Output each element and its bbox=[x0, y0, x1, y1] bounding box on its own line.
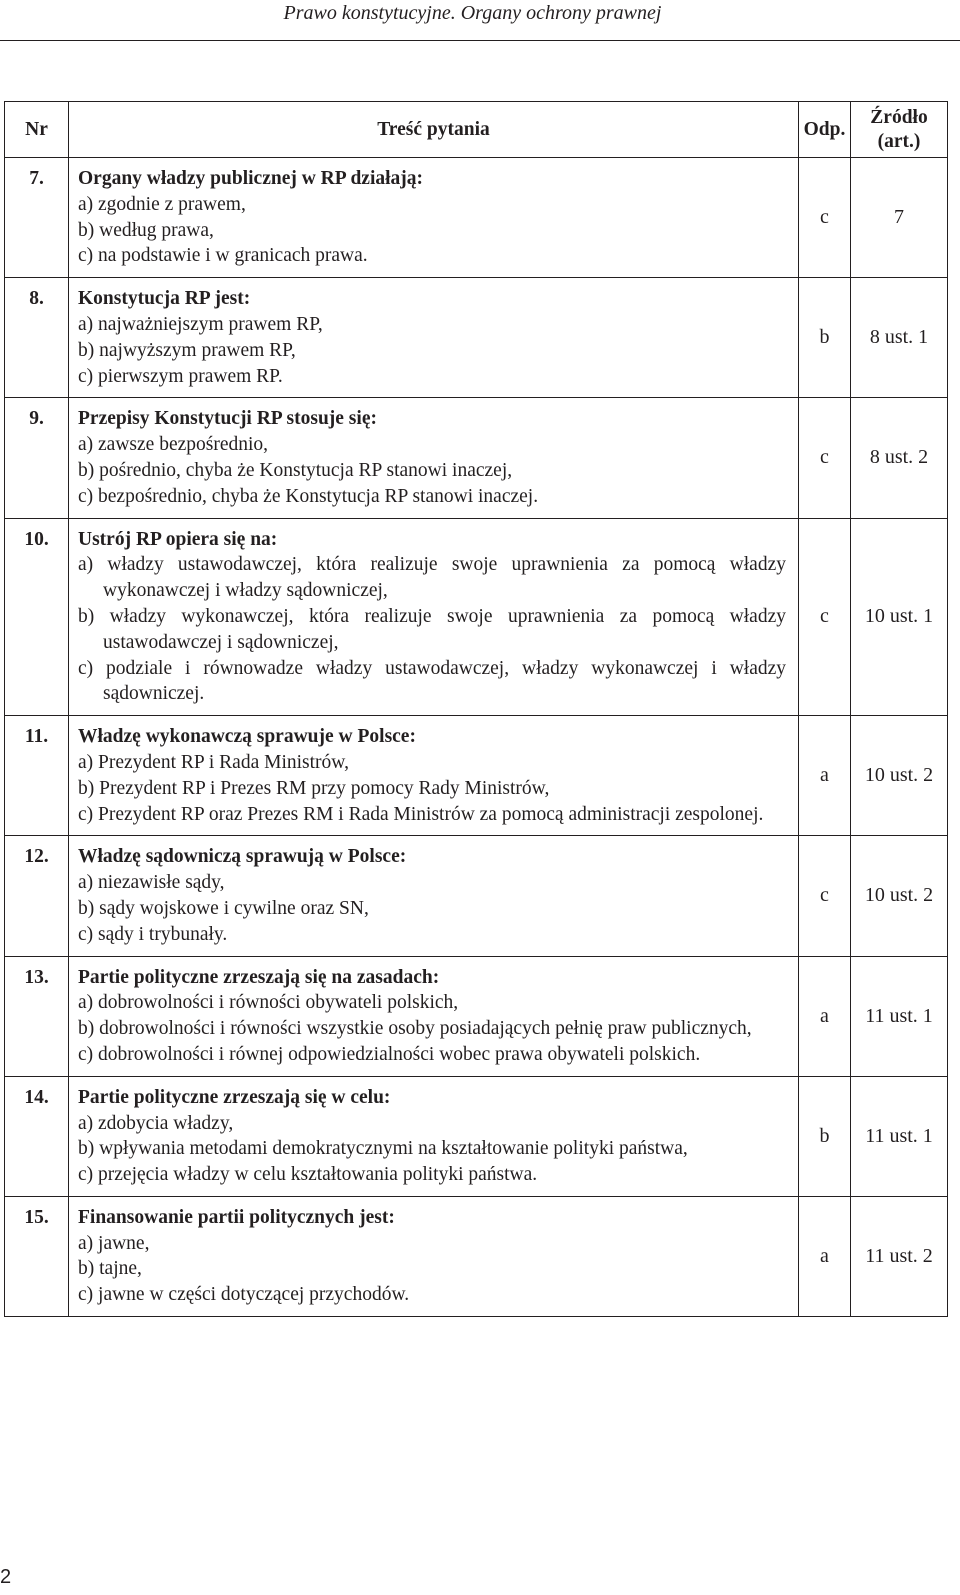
table-header-row bbox=[5, 102, 948, 158]
answer-option: b) dobrowolności i równości wszystkie osoby posiadających pełnię praw publicznych, bbox=[78, 1018, 752, 1040]
answer-option: c) pierwszym prawem RP. bbox=[78, 365, 283, 387]
question-cell bbox=[69, 1076, 799, 1196]
question-number: 8. bbox=[5, 278, 69, 398]
table-row bbox=[5, 158, 948, 278]
question-cell bbox=[69, 158, 799, 278]
correct-answer: a bbox=[799, 1196, 851, 1316]
source-article: 11 ust. 2 bbox=[851, 1196, 948, 1316]
answer-option: b) tajne, bbox=[78, 1258, 142, 1280]
table-row bbox=[5, 956, 948, 1076]
correct-answer: c bbox=[799, 518, 851, 716]
running-head: Prawo konstytucyjne. Organy ochrony prawnej bbox=[283, 2, 662, 24]
source-article: 8 ust. 1 bbox=[851, 278, 948, 398]
question-number: 10. bbox=[5, 518, 69, 716]
question-title: Konstytucja RP jest: bbox=[78, 288, 251, 310]
question-cell bbox=[69, 1196, 799, 1316]
column-header-nr: Nr bbox=[5, 102, 69, 158]
answer-option: b) pośrednio, chyba że Konstytucja RP stanowi inaczej, bbox=[78, 459, 513, 481]
question-number: 15. bbox=[5, 1196, 69, 1316]
answer-option: c) dobrowolności i równej odpowiedzialności wobec prawa obywateli polskich. bbox=[78, 1043, 701, 1065]
question-cell bbox=[69, 398, 799, 518]
table-row bbox=[5, 836, 948, 956]
question-number: 7. bbox=[5, 158, 69, 278]
source-article: 10 ust. 2 bbox=[851, 836, 948, 956]
correct-answer: c bbox=[799, 836, 851, 956]
answer-option: b) sądy wojskowe i cywilne oraz SN, bbox=[78, 897, 369, 919]
question-cell bbox=[69, 278, 799, 398]
question-title: Finansowanie partii politycznych jest: bbox=[78, 1206, 395, 1228]
correct-answer: b bbox=[799, 278, 851, 398]
question-number: 13. bbox=[5, 956, 69, 1076]
source-article: 10 ust. 1 bbox=[851, 518, 948, 716]
answer-option: c) jawne w części dotyczącej przychodów. bbox=[78, 1284, 410, 1306]
correct-answer: c bbox=[799, 158, 851, 278]
header-rule bbox=[0, 40, 960, 41]
correct-answer: b bbox=[799, 1076, 851, 1196]
answer-option: c) bezpośrednio, chyba że Konstytucja RP stanowi inaczej. bbox=[78, 485, 539, 507]
table-row bbox=[5, 518, 948, 716]
question-title: Przepisy Konstytucji RP stosuje się: bbox=[78, 408, 377, 430]
question-title: Partie polityczne zrzeszają się w celu: bbox=[78, 1086, 391, 1108]
column-header-question: Treść pytania bbox=[69, 102, 799, 158]
answer-option: a) zgodnie z prawem, bbox=[78, 193, 246, 215]
source-article: 7 bbox=[851, 158, 948, 278]
page-number: 2 bbox=[0, 1566, 12, 1588]
answer-option: c) Prezydent RP oraz Prezes RM i Rada Ministrów za pomocą administracji zespolonej. bbox=[78, 803, 764, 825]
column-header-source bbox=[851, 102, 948, 158]
source-article: 11 ust. 1 bbox=[851, 1076, 948, 1196]
table-row bbox=[5, 716, 948, 836]
question-cell bbox=[69, 518, 799, 716]
correct-answer: a bbox=[799, 716, 851, 836]
question-title: Partie polityczne zrzeszają się na zasadach: bbox=[78, 966, 440, 988]
answer-option: a) najważniejszym prawem RP, bbox=[78, 313, 323, 335]
source-article: 8 ust. 2 bbox=[851, 398, 948, 518]
correct-answer: c bbox=[799, 398, 851, 518]
question-cell bbox=[69, 716, 799, 836]
table-row bbox=[5, 278, 948, 398]
question-number: 14. bbox=[5, 1076, 69, 1196]
column-header-source-line2: (art.) bbox=[877, 130, 921, 152]
question-number: 11. bbox=[5, 716, 69, 836]
answer-option: b) według prawa, bbox=[78, 219, 214, 241]
answer-option: b) władzy wykonawczej, która realizuje swoje uprawnienia za pomocą władzy ustawodawczej i sądowniczej, bbox=[78, 605, 786, 653]
column-header-source-line1: Źródło bbox=[870, 106, 928, 128]
question-cell bbox=[69, 836, 799, 956]
question-title: Władzę sądowniczą sprawują w Polsce: bbox=[78, 846, 407, 868]
answer-option: a) jawne, bbox=[78, 1232, 150, 1254]
source-article: 11 ust. 1 bbox=[851, 956, 948, 1076]
question-title: Władzę wykonawczą sprawuje w Polsce: bbox=[78, 726, 416, 748]
answer-option: a) zawsze bezpośrednio, bbox=[78, 434, 269, 456]
answer-option: a) zdobycia władzy, bbox=[78, 1112, 234, 1134]
table-row bbox=[5, 398, 948, 518]
questions-table bbox=[4, 101, 948, 1317]
correct-answer: a bbox=[799, 956, 851, 1076]
answer-option: b) najwyższym prawem RP, bbox=[78, 339, 296, 361]
question-number: 12. bbox=[5, 836, 69, 956]
table-row bbox=[5, 1196, 948, 1316]
answer-option: c) przejęcia władzy w celu kształtowania polityki państwa. bbox=[78, 1164, 538, 1186]
answer-option: b) Prezydent RP i Prezes RM przy pomocy Rady Ministrów, bbox=[78, 777, 550, 799]
answer-option: c) sądy i trybunały. bbox=[78, 923, 228, 945]
question-cell bbox=[69, 956, 799, 1076]
answer-option: a) Prezydent RP i Rada Ministrów, bbox=[78, 751, 349, 773]
table-body bbox=[5, 158, 948, 1317]
question-title: Organy władzy publicznej w RP działają: bbox=[78, 168, 424, 189]
table-row bbox=[5, 1076, 948, 1196]
column-header-answer: Odp. bbox=[799, 102, 851, 158]
answer-option: c) podziale i równowadze władzy ustawodawczej, władzy wykonawczej i władzy sądowniczej. bbox=[78, 657, 786, 705]
question-number: 9. bbox=[5, 398, 69, 518]
answer-option: a) niezawisłe sądy, bbox=[78, 872, 225, 894]
source-article: 10 ust. 2 bbox=[851, 716, 948, 836]
answer-option: c) na podstawie i w granicach prawa. bbox=[78, 245, 368, 267]
question-title: Ustrój RP opiera się na: bbox=[78, 528, 278, 550]
answer-option: b) wpływania metodami demokratycznymi na kształtowanie polityki państwa, bbox=[78, 1138, 688, 1160]
answer-option: a) władzy ustawodawczej, która realizuje swoje uprawnienia za pomocą władzy wykonawczej i władzy sądowniczej, bbox=[78, 554, 786, 602]
answer-option: a) dobrowolności i równości obywateli polskich, bbox=[78, 992, 459, 1014]
